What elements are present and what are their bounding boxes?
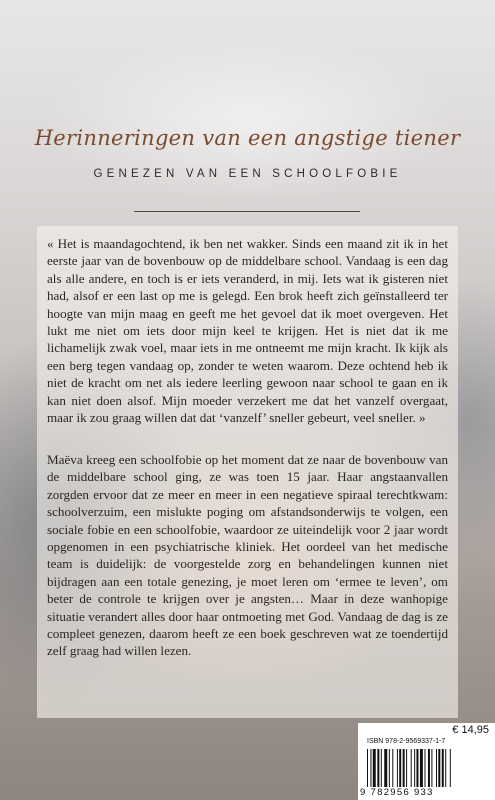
barcode-icon <box>367 749 491 787</box>
barcode-label <box>358 723 495 800</box>
book-subtitle: GENEZEN VAN EEN SCHOOLFOBIE <box>93 168 402 180</box>
quote-paragraph: « Het is maandagochtend, ik ben net wakker. Sinds een maand zit ik in het eerste jaar van de bovenbouw op de middelbare school. Vandaag is een dag als alle andere, en toch is er iets veranderd, in mij. Iets wat ik gisteren niet had, alsof er een last op me is gelegd. Een brok heeft zich geïnstalleerd ter hoogte van mijn maag en geeft me het gevoel dat ik moet overgeven. Het lukt me niet om iets door mijn keel te krijgen. Het is niet dat ik me lichamelijk zwak voel, maar iets in me ontneemt me mijn kracht. Ik kijk als een berg tegen vandaag op, zonder te weten waarom. Deze ochtend heb ik niet de kracht om net als iedere leerling gewoon naar school te gaan en ik kan niet doen alsof. Mijn moeder verzekert me dat het vanzelf overgaat, maar ik zou graag willen dat dat ‘vanzelf’ sneller gebeurt, veel sneller. » <box>47 236 448 426</box>
barcode-digits: 9 782956 933 <box>360 787 434 798</box>
title-divider <box>134 211 360 212</box>
price-text: € 14,95 <box>452 724 489 736</box>
isbn-text: ISBN 978-2-9569337-1-7 <box>367 738 446 745</box>
book-title: Herinneringen van een angstige tiener <box>34 126 461 150</box>
summary-paragraph: Maëva kreeg een schoolfobie op het moment dat ze naar de bovenbouw van de middelbare school ging, ze was toen 15 jaar. Haar angstaanvallen zorgden ervoor dat ze meer en meer in een negatieve spiraal terechtkwam: schoolverzuim, een mislukte poging om afstandsonderwijs te volgen, een sociale fobie en een schoolfobie, waardoor ze uiteindelijk voor 2 jaar wordt opgenomen in een psychiatrische kliniek. Het oordeel van het medische team is duidelijk: de voorgestelde zorg en behandelingen kunnen niet bijdragen aan een totale genezing, je moet leren om ‘ermee te leven’, om beter de controle te krijgen over je angsten… Maar in deze wanhopige situatie verandert alles door haar ontmoeting met God. Vandaag de dag is ze compleet genezen, daarom heeft ze een boek geschreven wat ze toendertijd zelf graag had willen lezen. <box>47 452 448 659</box>
